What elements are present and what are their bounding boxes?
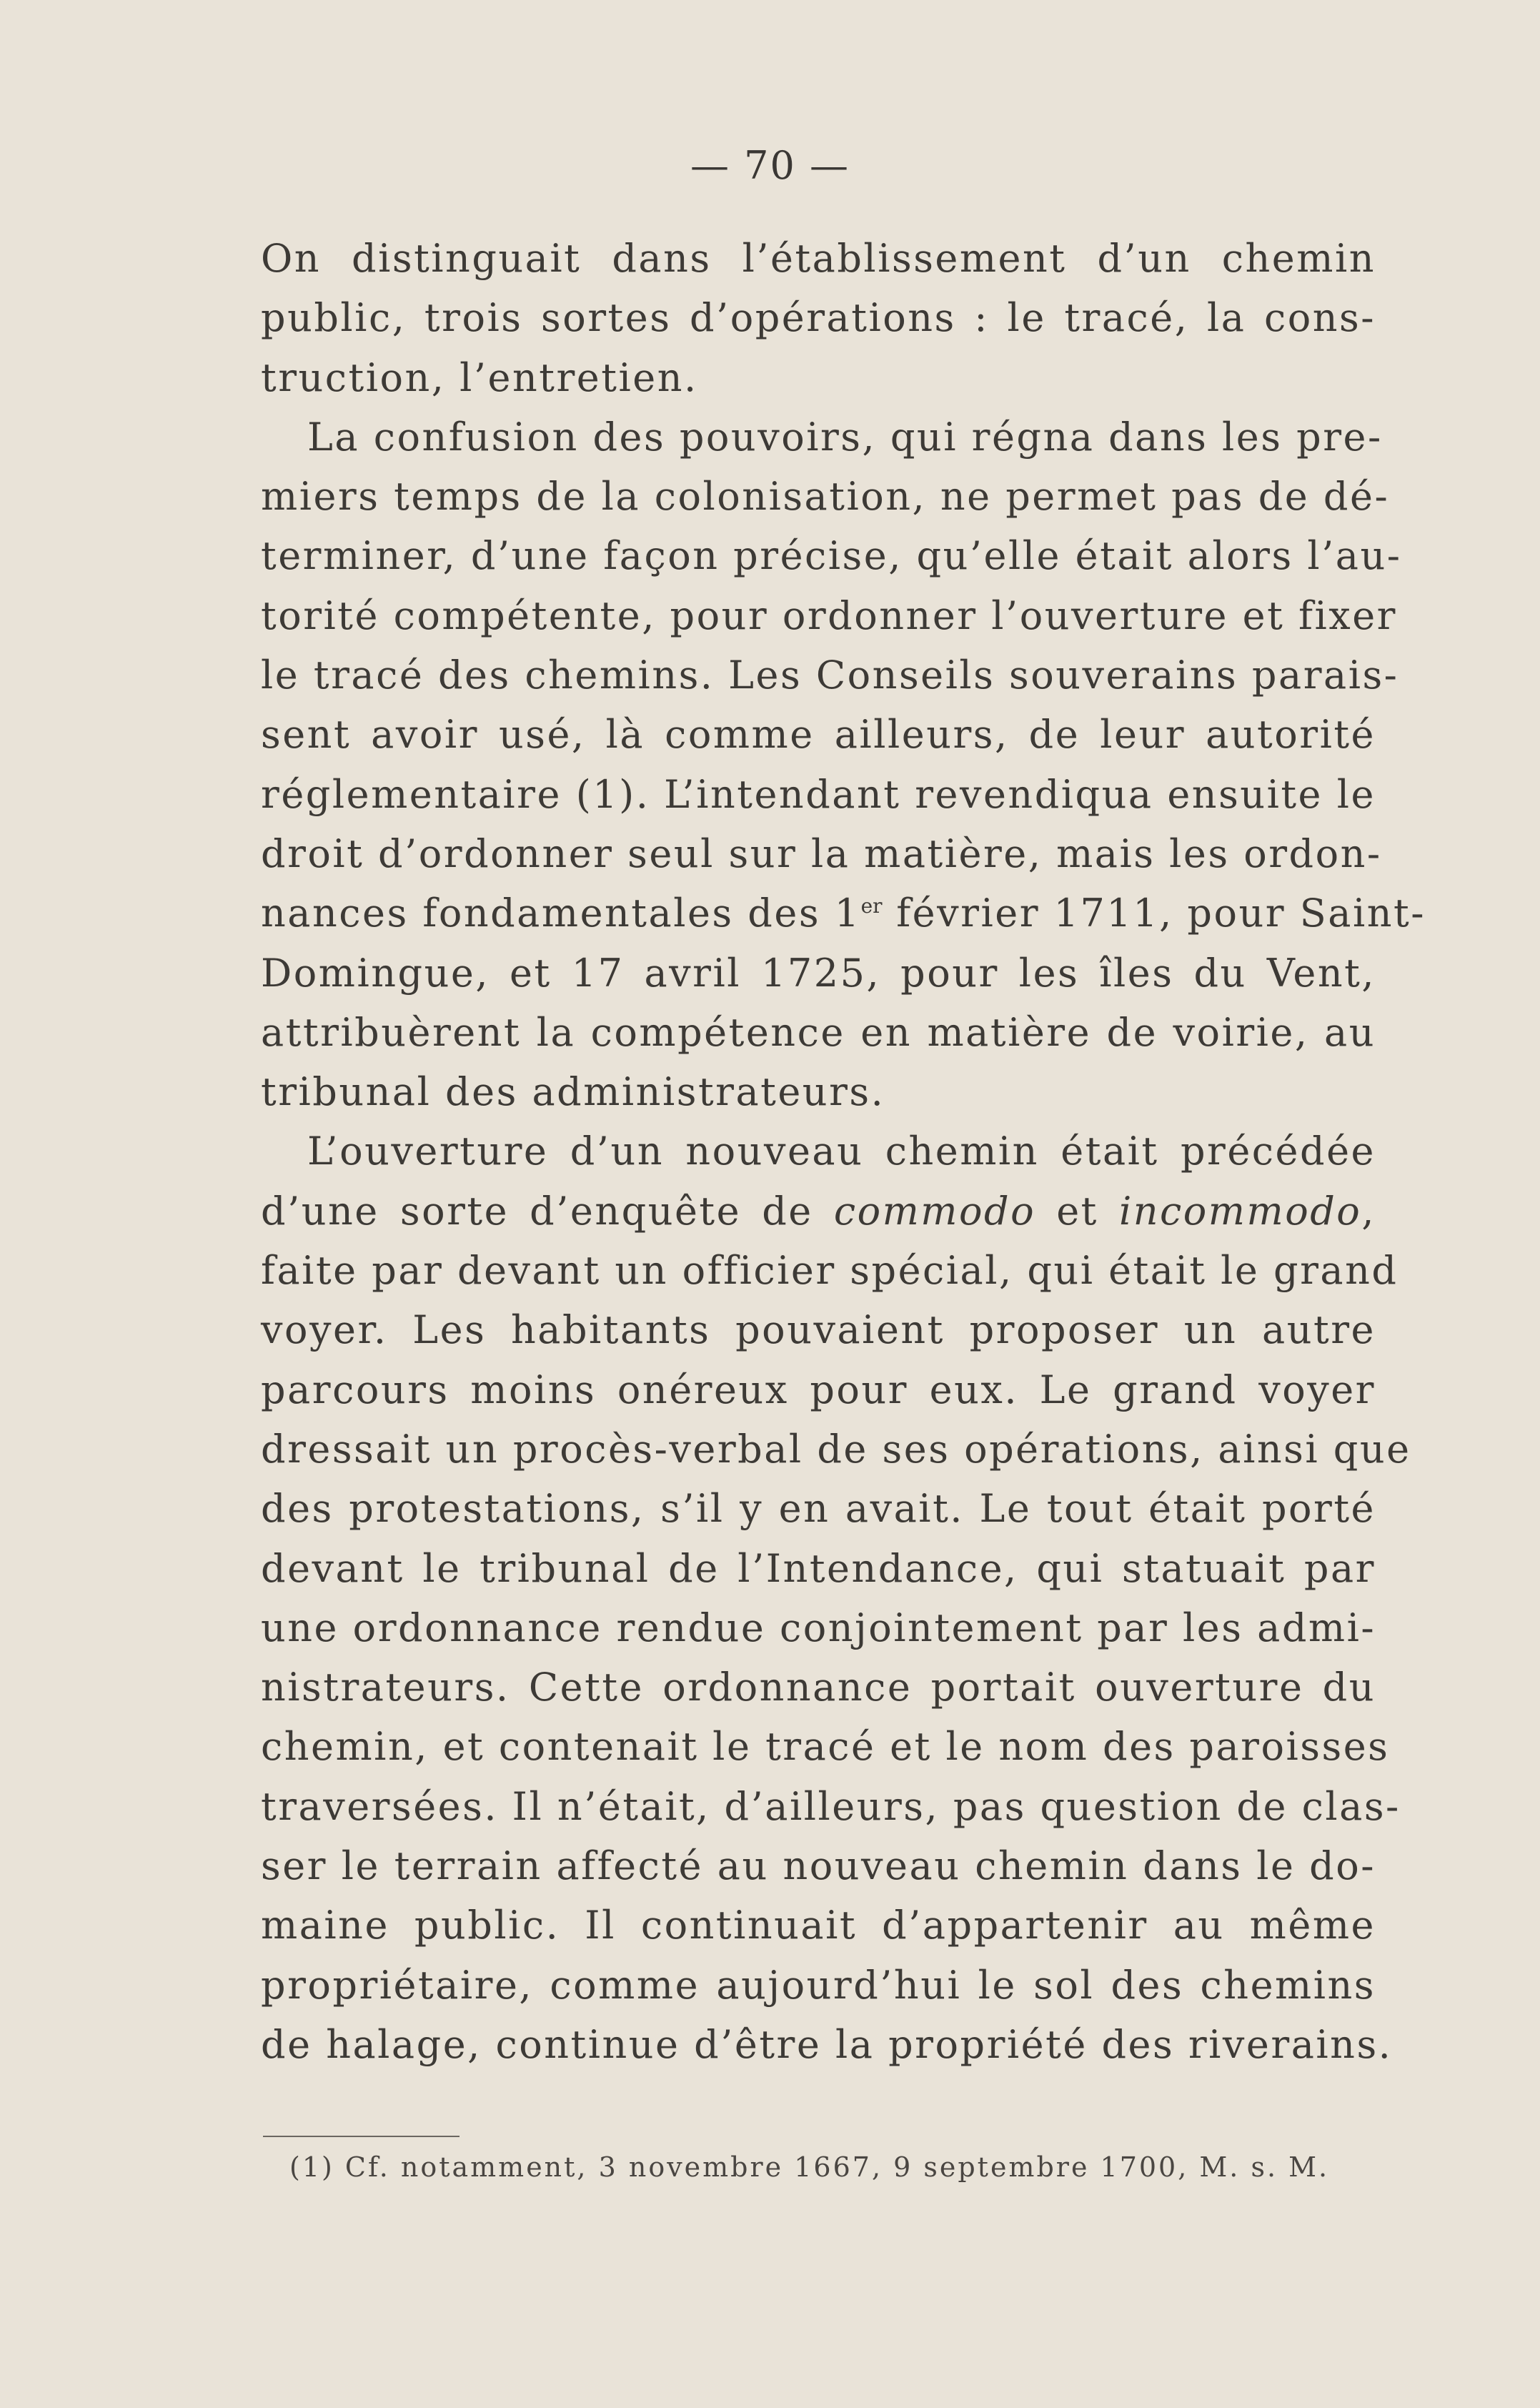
text-line: public, trois sortes d’opérations : le tracé, la cons- <box>261 295 1376 341</box>
text-line: réglementaire (1). L’intendant revendiqua ensuite le <box>261 771 1376 817</box>
text-line: Domingue, et 17 avril 1725, pour les îles du Vent, <box>261 950 1376 996</box>
superscript: er <box>860 894 883 918</box>
text-line: voyer. Les habitants pouvaient proposer un autre <box>261 1307 1376 1353</box>
text-line: On distinguait dans l’établissement d’un chemin <box>261 236 1376 281</box>
text-line: d’une sorte d’enquête de commodo et incommodo, <box>261 1188 1376 1234</box>
text-line: devant le tribunal de l’Intendance, qui statuait par <box>261 1545 1376 1591</box>
text-line: tribunal des administrateurs. <box>261 1069 885 1115</box>
text-line: dressait un procès-verbal de ses opérations, ainsi que <box>261 1426 1411 1472</box>
page-number: — 70 — <box>690 143 850 188</box>
text-line: terminer, d’une façon précise, qu’elle était alors l’au- <box>261 533 1402 579</box>
footnote: (1) Cf. notamment, 3 novembre 1667, 9 septembre 1700, M. s. M. <box>289 2151 1330 2183</box>
italic-term: incommodo <box>1119 1188 1362 1234</box>
footnote-divider <box>263 2136 459 2137</box>
text-line: sent avoir usé, là comme ailleurs, de leur autorité <box>261 712 1376 758</box>
text-line: La confusion des pouvoirs, qui régna dans les pre- <box>307 414 1383 460</box>
text-line: le tracé des chemins. Les Conseils souverains parais- <box>261 653 1399 698</box>
italic-term: commodo <box>833 1188 1036 1234</box>
text-line: nistrateurs. Cette ordonnance portait ouverture du <box>261 1665 1376 1710</box>
text-line: L’ouverture d’un nouveau chemin était précédée <box>307 1129 1376 1174</box>
text-line: faite par devant un officier spécial, qui était le grand <box>261 1248 1399 1294</box>
text-line: nances fondamentales des 1er février 1711, pour Saint- <box>261 891 1426 936</box>
text-line: parcours moins onéreux pour eux. Le grand voyer <box>261 1367 1376 1412</box>
text-line: des protestations, s’il y en avait. Le tout était porté <box>261 1486 1376 1532</box>
text-line: propriétaire, comme aujourd’hui le sol des chemins <box>261 1962 1376 2008</box>
text-line: droit d’ordonner seul sur la matière, mais les ordon- <box>261 831 1382 876</box>
text-line: chemin, et contenait le tracé et le nom des paroisses <box>261 1724 1390 1770</box>
text-line: maine public. Il continuait d’appartenir au même <box>261 1903 1376 1948</box>
text-line: traversées. Il n’était, d’ailleurs, pas question de clas- <box>261 1783 1401 1829</box>
text-line: attribuèrent la compétence en matière de voirie, au <box>261 1009 1376 1055</box>
text-line: une ordonnance rendue conjointement par les admi- <box>261 1605 1376 1650</box>
body-text <box>261 229 1426 2074</box>
text-line: miers temps de la colonisation, ne permet pas de dé- <box>261 474 1390 520</box>
text-line: torité compétente, pour ordonner l’ouverture et fixer <box>261 593 1397 638</box>
text-line: ser le terrain affecté au nouveau chemin dans le do- <box>261 1843 1376 1889</box>
text-line: truction, l’entretien. <box>261 355 698 400</box>
text-line: de halage, continue d’être la propriété des riverains. <box>261 2021 1393 2067</box>
